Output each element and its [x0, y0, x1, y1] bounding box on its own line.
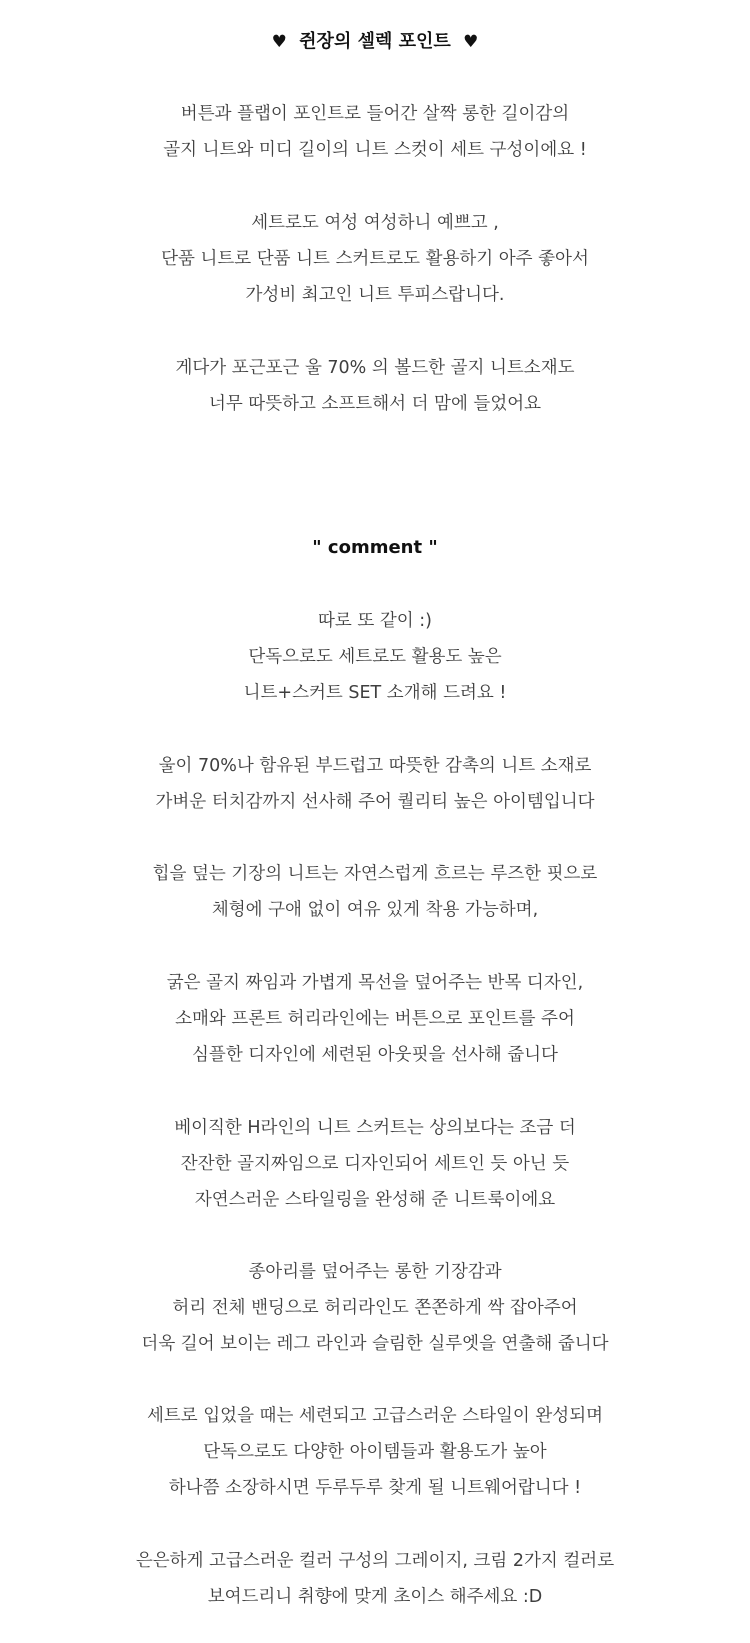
text-line: 단품 니트로 단품 니트 스커트로도 활용하기 아주 좋아서: [161, 249, 589, 269]
text-line: 잔잔한 골지짜임으로 디자인되어 세트인 듯 아닌 듯: [180, 1154, 570, 1174]
text-line: 게다가 포근포근 울 70% 의 볼드한 골지 니트소재도: [175, 358, 575, 378]
comment-paragraph: [0, 603, 750, 711]
comment-paragraph: [0, 748, 750, 820]
text-line: 단독으로도 다양한 아이템들과 활용도가 높아: [203, 1442, 547, 1462]
text-line: 버튼과 플랩이 포인트로 들어간 살짝 롱한 길이감의: [180, 104, 570, 124]
text-line: 단독으로도 세트로도 활용도 높은: [248, 647, 502, 667]
text-line: 너무 따뜻하고 소프트해서 더 맘에 들었어요: [208, 394, 542, 414]
text-line: 니트+스커트 SET 소개해 드려요 !: [243, 683, 507, 703]
comment-paragraph: [0, 1543, 750, 1615]
comment-paragraph: [0, 856, 750, 928]
comment-paragraph: [0, 1254, 750, 1362]
text-line: 소매와 프론트 허리라인에는 버튼으로 포인트를 주어: [175, 1009, 575, 1029]
comment-paragraph: [0, 1110, 750, 1218]
text-line: 하나쯤 소장하시면 두루두루 찾게 될 니트웨어랍니다 !: [168, 1478, 582, 1498]
text-line: 골지 니트와 미디 길이의 니트 스컷이 세트 구성이에요 !: [163, 140, 587, 160]
text-line: 세트로 입었을 때는 세련되고 고급스러운 스타일이 완성되며: [147, 1406, 603, 1426]
text-line: 자연스러운 스타일링을 완성해 준 니트룩이에요: [194, 1190, 556, 1210]
text-line: 가벼운 터치감까지 선사해 주어 퀄리티 높은 아이템입니다: [155, 792, 595, 812]
text-line: 심플한 디자인에 세련된 아웃핏을 선사해 줍니다: [192, 1045, 558, 1065]
comment-paragraph: [0, 965, 750, 1073]
intro-paragraph: [0, 205, 750, 313]
text-line: 힙을 덮는 기장의 니트는 자연스럽게 흐르는 루즈한 핏으로: [152, 864, 598, 884]
text-line: 가성비 최고인 니트 투피스랍니다.: [245, 285, 505, 305]
text-line: 세트로도 여성 여성하니 예쁘고 ,: [251, 213, 499, 233]
text-line: 은은하게 고급스러운 컬러 구성의 그레이지, 크림 2가지 컬러로: [135, 1551, 615, 1571]
text-line: 허리 전체 밴딩으로 허리라인도 쫀쫀하게 싹 잡아주어: [172, 1298, 578, 1318]
section-title: [0, 28, 750, 56]
heart-icon: ♥: [463, 32, 479, 52]
text-line: 베이직한 H라인의 니트 스커트는 상의보다는 조금 더: [174, 1118, 576, 1138]
text-line: 종아리를 덮어주는 롱한 기장감과: [248, 1262, 502, 1282]
heart-icon: ♥: [271, 32, 287, 52]
text-line: 보여드리니 취향에 맞게 초이스 해주세요 :D: [207, 1587, 543, 1607]
comment-heading: " comment ": [312, 537, 438, 558]
section-title-text: 쥔장의 셀렉 포인트: [299, 31, 451, 52]
text-line: 더욱 길어 보이는 레그 라인과 슬림한 실루엣을 연출해 줍니다: [141, 1334, 609, 1354]
intro-paragraph: [0, 350, 750, 422]
text-line: 울이 70%나 함유된 부드럽고 따뜻한 감촉의 니트 소재로: [158, 756, 592, 776]
intro-paragraph: [0, 96, 750, 168]
text-line: 체형에 구애 없이 여유 있게 착용 가능하며,: [211, 900, 539, 920]
text-line: 따로 또 같이 :): [318, 611, 432, 631]
text-line: 굵은 골지 짜임과 가볍게 목선을 덮어주는 반목 디자인,: [166, 973, 584, 993]
comment-paragraph: [0, 1398, 750, 1506]
